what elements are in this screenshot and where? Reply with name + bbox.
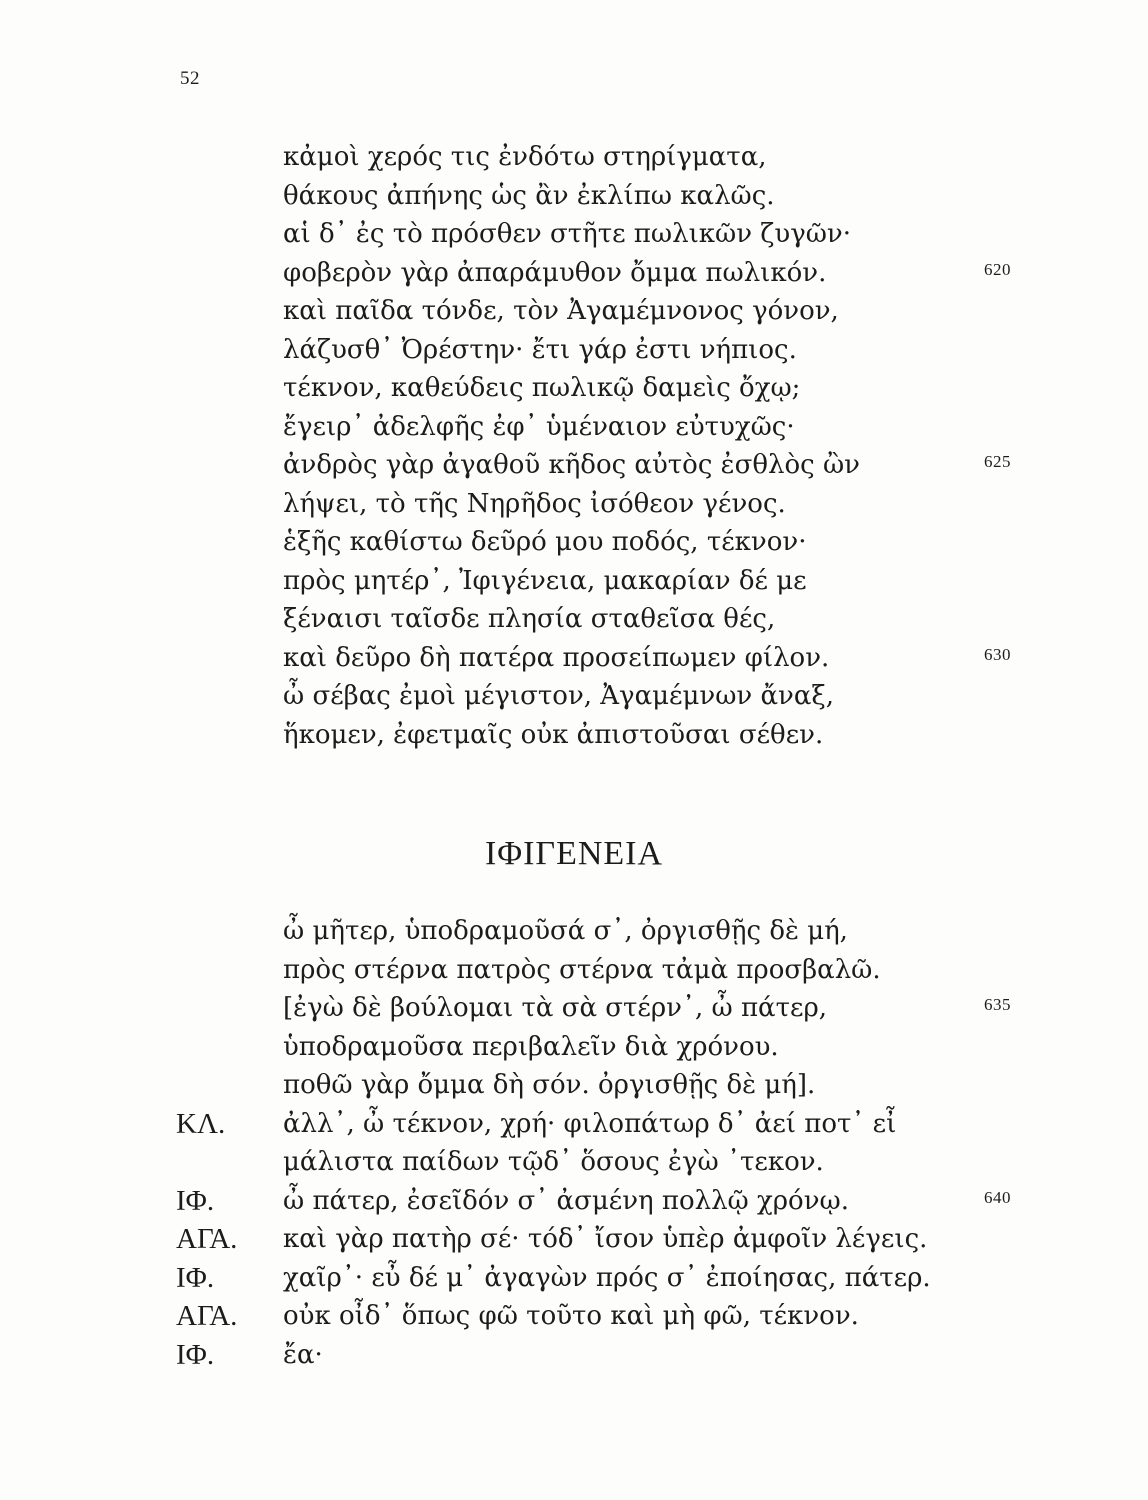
verse-text: καὶ δεῦρο δὴ πατέρα προσείπωμεν φίλον. xyxy=(283,642,830,673)
verse-line xyxy=(0,716,1148,755)
verse-text: ποθῶ γὰρ ὄμμα δὴ σόν. ὀργισθῇς δὲ μή]. xyxy=(283,1070,816,1100)
line-number: 625 xyxy=(984,452,1011,471)
verse-text: [ἐγὼ δὲ βούλομαι τὰ σὰ στέρν᾿, ὦ πάτερ, xyxy=(283,993,828,1023)
verse-block-upper xyxy=(0,138,1148,754)
verse-text: ὦ μῆτερ, ὑποδραμοῦσά σ᾿, ὀργισθῇς δὲ μή, xyxy=(283,916,848,946)
verse-line xyxy=(0,600,1148,639)
verse-block-lower xyxy=(0,912,1148,1374)
verse-text: ἑξῆς καθίστω δεῦρό μου ποδός, τέκνον· xyxy=(283,527,807,557)
verse-line xyxy=(0,1028,1148,1067)
verse-line xyxy=(0,292,1148,331)
verse-line xyxy=(0,408,1148,447)
verse-text: ξέναισι ταῖσδε πλησία σταθεῖσα θές, xyxy=(283,604,776,634)
verse-text: λάζυσθ᾿ Ὀρέστην· ἔτι γάρ ἐστι νήπιος. xyxy=(283,334,797,365)
speaker-label: ΑΓΑ. xyxy=(176,1223,238,1255)
verse-text: λήψει, τὸ τῆς Νηρῆδος ἰσόθεον γένος. xyxy=(283,488,786,519)
verse-text: αἱ δ᾿ ἐς τὸ πρόσθεν στῆτε πωλικῶν ζυγῶν· xyxy=(283,219,852,249)
speaker-label: ΑΓΑ. xyxy=(176,1300,238,1332)
verse-line xyxy=(0,1105,1148,1144)
verse-line xyxy=(0,1220,1148,1259)
verse-text: χαῖρ᾿· εὖ δέ μ᾿ ἀγαγὼν πρός σ᾿ ἐποίησας, πάτερ. xyxy=(283,1262,931,1293)
verse-text: οὐκ οἶδ᾿ ὅπως φῶ τοῦτο καὶ μὴ φῶ, τέκνον. xyxy=(283,1301,859,1331)
verse-text: τέκνον, καθεύδεις πωλικῷ δαμεὶς ὄχῳ; xyxy=(283,373,801,403)
verse-text: καὶ παῖδα τόνδε, τὸν Ἀγαμέμνονος γόνον, xyxy=(283,296,839,326)
speaker-label: ΙΦ. xyxy=(176,1261,215,1294)
line-number: 620 xyxy=(984,259,1011,279)
verse-line xyxy=(0,1297,1148,1336)
verse-line xyxy=(0,562,1148,601)
verse-line xyxy=(0,1066,1148,1105)
verse-line xyxy=(0,369,1148,408)
verse-text: ὦ πάτερ, ἐσεῖδόν σ᾿ ἀσμένη πολλῷ χρόνῳ. xyxy=(283,1185,849,1216)
verse-line xyxy=(0,1259,1148,1298)
verse-text: ἀλλ᾿, ὦ τέκνον, χρή· φιλοπάτωρ δ᾿ ἀεί ποτ᾿ εἶ xyxy=(283,1108,897,1139)
verse-line xyxy=(0,331,1148,370)
verse-text: φοβερὸν γὰρ ἀπαράμυθον ὄμμα πωλικόν. xyxy=(283,257,827,288)
speaker-heading: ΙΦΙΓΕΝΕΙΑ xyxy=(484,835,664,872)
line-number: 635 xyxy=(984,995,1011,1014)
verse-line xyxy=(0,1336,1148,1375)
speaker-label: ΚΛ. xyxy=(176,1107,226,1140)
page-number: 52 xyxy=(180,68,200,89)
verse-line xyxy=(0,485,1148,524)
verse-line xyxy=(0,254,1148,293)
verse-line xyxy=(0,138,1148,177)
verse-text: ὦ σέβας ἐμοὶ μέγιστον, Ἀγαμέμνων ἄναξ, xyxy=(283,681,835,711)
verse-line xyxy=(0,1143,1148,1182)
speaker-label: ΙΦ. xyxy=(176,1184,215,1217)
speaker-label: ΙΦ. xyxy=(176,1338,215,1371)
verse-line xyxy=(0,1182,1148,1221)
verse-text: θάκους ἀπήνης ὡς ἂν ἐκλίπω καλῶς. xyxy=(283,180,775,211)
verse-text: μάλιστα παίδων τῷδ᾿ ὅσους ἐγὼ ᾿τεκον. xyxy=(283,1147,824,1177)
verse-text: ἥκομεν, ἐφετμαῖς οὐκ ἀπιστοῦσαι σέθεν. xyxy=(283,719,824,750)
verse-line xyxy=(0,215,1148,254)
verse-line xyxy=(0,912,1148,951)
verse-text: πρὸς στέρνα πατρὸς στέρνα τἀμὰ προσβαλῶ. xyxy=(283,954,881,985)
verse-text: πρὸς μητέρ᾿, Ἰφιγένεια, μακαρίαν δέ με xyxy=(283,565,807,596)
verse-line xyxy=(0,677,1148,716)
verse-text: ἀνδρὸς γὰρ ἀγαθοῦ κῆδος αὐτὸς ἐσθλὸς ὢν xyxy=(283,450,860,480)
line-number: 640 xyxy=(984,1187,1011,1207)
verse-line xyxy=(0,989,1148,1028)
verse-line xyxy=(0,523,1148,562)
verse-text: κἀμοὶ χερός τις ἐνδότω στηρίγματα, xyxy=(283,142,767,172)
verse-line xyxy=(0,446,1148,485)
verse-line xyxy=(0,951,1148,990)
verse-line xyxy=(0,639,1148,678)
line-number: 630 xyxy=(984,644,1011,664)
verse-text: ὑποδραμοῦσα περιβαλεῖν διὰ χρόνου. xyxy=(283,1031,779,1062)
verse-text: καὶ γὰρ πατὴρ σέ· τόδ᾿ ἴσον ὑπὲρ ἀμφοῖν λέγεις. xyxy=(283,1224,928,1254)
verse-text: ἔγειρ᾿ ἀδελφῆς ἐφ᾿ ὑμέναιον εὐτυχῶς· xyxy=(283,411,795,442)
verse-line xyxy=(0,177,1148,216)
verse-text: ἔα· xyxy=(283,1339,323,1370)
